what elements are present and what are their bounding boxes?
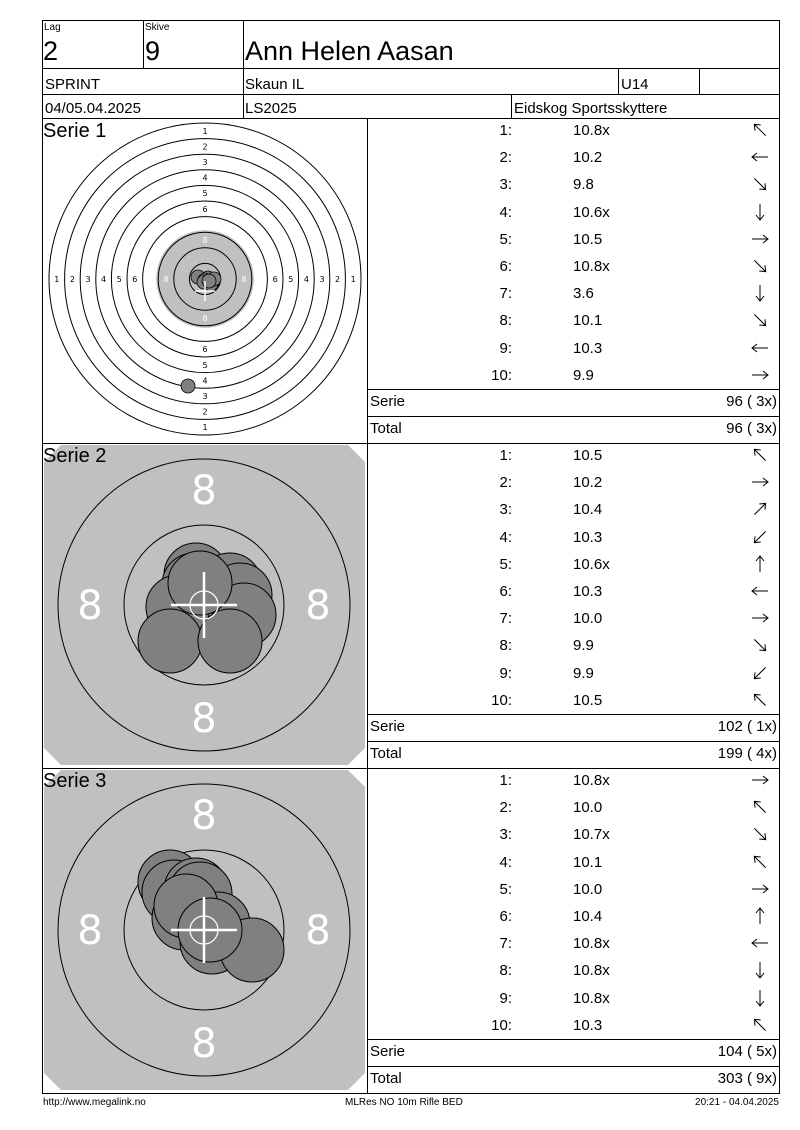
lag-value: 2 (43, 36, 59, 66)
ring-number: 8 (191, 468, 217, 514)
ring-number: 7 (147, 275, 153, 284)
shot-row (368, 578, 779, 605)
shot-number: 7: (499, 285, 512, 303)
shot-row (368, 226, 779, 253)
shot-row (368, 307, 779, 334)
shot-number: 10: (491, 366, 512, 384)
shot-direction-arrow-icon (748, 146, 772, 168)
shot-number: 9: (499, 664, 512, 682)
ring-number: 2 (202, 407, 208, 417)
ring-number: 4 (101, 275, 107, 284)
ring-number: 6 (272, 275, 278, 284)
shot-direction-arrow-icon (748, 282, 772, 304)
serie-3-subtotal (368, 1039, 779, 1065)
shot-number: 6: (499, 258, 512, 275)
ring-number: 6 (132, 275, 138, 284)
shot-score: 10.6x (573, 555, 610, 573)
shot-direction-arrow-icon (748, 228, 772, 250)
shot-score: 10.1 (573, 853, 603, 871)
ring-number: 2 (69, 275, 75, 284)
ring-number: 4 (202, 376, 208, 386)
serie-3-shot-list (368, 767, 779, 1039)
shot-number: 3: (499, 176, 512, 194)
shot-row (368, 551, 779, 578)
shot-direction-arrow-icon (748, 444, 772, 466)
ring-number: 5 (288, 275, 294, 284)
shot-number: 1: (499, 772, 512, 789)
shot-direction-arrow-icon (748, 364, 772, 386)
shot-number: 10: (491, 691, 512, 709)
shot-number: 1: (499, 122, 512, 139)
shot-hole (202, 274, 216, 288)
shot-score: 10.3 (573, 339, 603, 357)
shot-number: 9: (499, 339, 512, 357)
shot-row (368, 632, 779, 659)
total-label: Total (370, 745, 402, 762)
serie-label: Serie (370, 1043, 406, 1060)
serie-2-subtotal (368, 714, 779, 740)
shot-hole (138, 609, 202, 673)
shot-row (368, 496, 779, 523)
shot-direction-arrow-icon (748, 959, 772, 981)
shot-direction-arrow-icon (748, 201, 772, 223)
ring-number: 7 (202, 220, 208, 230)
shot-hole (181, 379, 195, 393)
shot-row (368, 957, 779, 984)
ring-number: 5 (202, 360, 208, 370)
shot-row (368, 605, 779, 632)
shot-direction-arrow-icon (748, 987, 772, 1009)
serie-label: Serie (370, 393, 406, 410)
shot-number: 3: (499, 826, 512, 844)
shot-number: 3: (499, 501, 512, 519)
serie-1-title: Serie 1 (43, 120, 107, 142)
shot-direction-arrow-icon (748, 119, 772, 141)
shot-direction-arrow-icon (748, 905, 772, 927)
shot-number: 9: (499, 989, 512, 1007)
organizer-name: Eidskog Sportsskyttere (514, 100, 668, 117)
shot-direction-arrow-icon (748, 337, 772, 359)
ring-number: 7 (257, 275, 263, 284)
shot-row (368, 687, 779, 714)
shot-score: 9.9 (573, 664, 594, 682)
ring-number: 2 (202, 142, 208, 152)
shot-score: 10.0 (573, 880, 603, 898)
shot-score: 9.9 (573, 366, 594, 384)
ring-number: 1 (54, 275, 60, 284)
ring-number: 5 (116, 275, 122, 284)
ring-number: 8 (202, 236, 208, 245)
ring-number: 3 (319, 275, 325, 284)
shot-score: 10.5 (573, 230, 603, 248)
competition-code: LS2025 (245, 100, 297, 117)
shot-direction-arrow-icon (748, 769, 772, 791)
ring-number: 8 (191, 793, 217, 839)
total-score: 303 ( 9x) (717, 1070, 777, 1087)
ring-number: 3 (202, 392, 208, 401)
lag-label: Lag (44, 22, 61, 33)
shot-direction-arrow-icon (748, 580, 772, 602)
event-name: SPRINT (45, 76, 101, 93)
shot-score: 9.8 (573, 176, 594, 194)
shot-number: 7: (499, 935, 512, 953)
serie-2-title: Serie 2 (43, 445, 107, 467)
ring-number: 8 (77, 908, 103, 954)
ring-number: 8 (305, 583, 331, 629)
serie-label: Serie (370, 718, 406, 735)
shot-row (368, 794, 779, 821)
shot-number: 6: (499, 908, 512, 925)
shot-direction-arrow-icon (748, 662, 772, 684)
shot-direction-arrow-icon (748, 553, 772, 575)
shot-number: 7: (499, 610, 512, 628)
shot-number: 4: (499, 528, 512, 546)
class-name: U14 (621, 76, 649, 93)
shot-number: 10: (491, 1016, 512, 1034)
total-label: Total (370, 420, 402, 437)
ring-number: 5 (202, 189, 208, 199)
shot-score: 10.3 (573, 583, 603, 600)
shot-number: 2: (499, 799, 512, 817)
shot-score: 10.8x (573, 962, 610, 980)
shot-score: 10.3 (573, 528, 603, 546)
competition-date: 04/05.04.2025 (45, 100, 141, 117)
shot-row (368, 524, 779, 551)
ring-number: 1 (202, 423, 208, 433)
shot-row (368, 442, 779, 469)
shot-number: 4: (499, 203, 512, 221)
shot-direction-arrow-icon (748, 634, 772, 656)
shot-number: 2: (499, 149, 512, 167)
shot-row (368, 117, 779, 144)
ring-number: 8 (202, 314, 208, 323)
shot-score: 10.2 (573, 474, 603, 492)
ring-number: 8 (163, 275, 169, 284)
shot-direction-arrow-icon (748, 851, 772, 873)
shot-row (368, 1012, 779, 1039)
shot-number: 5: (499, 230, 512, 248)
shot-direction-arrow-icon (748, 173, 772, 195)
ring-number: 7 (202, 329, 208, 339)
serie-score: 104 ( 5x) (717, 1043, 777, 1060)
shot-direction-arrow-icon (748, 689, 772, 711)
club-name: Skaun IL (245, 76, 305, 93)
serie-1-subtotal (368, 389, 779, 415)
shot-row (368, 767, 779, 794)
shot-row (368, 903, 779, 930)
shot-score: 10.8x (573, 935, 610, 953)
shot-score: 3.6 (573, 285, 594, 303)
serie-score: 102 ( 1x) (717, 718, 777, 735)
serie-3-total (368, 1066, 779, 1092)
shot-row (368, 985, 779, 1012)
shot-number: 4: (499, 853, 512, 871)
serie-1-target (43, 119, 367, 443)
serie-3-target (43, 769, 367, 1093)
shot-score: 10.5 (573, 691, 603, 709)
shot-row (368, 660, 779, 687)
ring-number: 3 (202, 158, 208, 167)
ring-number: 8 (191, 1021, 217, 1067)
ring-number: 1 (202, 126, 208, 136)
total-score: 199 ( 4x) (717, 745, 777, 762)
shot-direction-arrow-icon (748, 932, 772, 954)
shooter-name: Ann Helen Aasan (245, 36, 454, 66)
ring-number: 8 (241, 275, 247, 284)
ring-number: 8 (191, 696, 217, 742)
shot-direction-arrow-icon (748, 796, 772, 818)
shot-row (368, 144, 779, 171)
serie-1-shot-list (368, 117, 779, 389)
shot-number: 5: (499, 880, 512, 898)
shot-score: 10.7x (573, 826, 610, 844)
footer-url: http://www.megalink.no (43, 1097, 146, 1108)
shot-row (368, 253, 779, 280)
shot-direction-arrow-icon (748, 498, 772, 520)
ring-number: 8 (77, 583, 103, 629)
shot-number: 1: (499, 447, 512, 464)
shot-row (368, 849, 779, 876)
skive-label: Skive (145, 22, 170, 33)
ring-number: 1 (350, 275, 356, 284)
serie-1-total (368, 416, 779, 442)
shot-number: 6: (499, 583, 512, 600)
shot-score: 10.8x (573, 772, 610, 789)
shot-direction-arrow-icon (748, 607, 772, 629)
serie-2-total (368, 741, 779, 767)
total-label: Total (370, 1070, 402, 1087)
shot-score: 10.3 (573, 1016, 603, 1034)
shot-score: 10.6x (573, 203, 610, 221)
total-score: 96 ( 3x) (726, 420, 777, 437)
ring-number: 6 (202, 204, 208, 214)
footer-timestamp: 20:21 - 04.04.2025 (695, 1097, 779, 1108)
ring-number: 3 (85, 275, 91, 284)
shot-direction-arrow-icon (748, 823, 772, 845)
shot-row (368, 362, 779, 389)
ring-number: 2 (335, 275, 341, 284)
shot-score: 10.8x (573, 122, 610, 139)
ring-number: 8 (305, 908, 331, 954)
shot-direction-arrow-icon (748, 309, 772, 331)
serie-3-title: Serie 3 (43, 770, 107, 792)
shot-score: 9.9 (573, 637, 594, 655)
shot-direction-arrow-icon (748, 1014, 772, 1036)
serie-2-target (43, 444, 367, 768)
shot-score: 10.4 (573, 501, 603, 519)
shot-score: 10.0 (573, 610, 603, 628)
ring-number: 4 (303, 275, 309, 284)
shot-number: 8: (499, 962, 512, 980)
footer-software: MLRes NO 10m Rifle BED (345, 1097, 463, 1108)
shot-score: 10.2 (573, 149, 603, 167)
shot-row (368, 469, 779, 496)
shot-score: 10.8x (573, 258, 610, 275)
shot-number: 8: (499, 637, 512, 655)
shot-score: 10.4 (573, 908, 603, 925)
shot-score: 10.0 (573, 799, 603, 817)
shot-direction-arrow-icon (748, 878, 772, 900)
shot-direction-arrow-icon (748, 255, 772, 277)
shot-row (368, 821, 779, 848)
ring-number: 6 (202, 345, 208, 355)
shot-row (368, 171, 779, 198)
shot-number: 5: (499, 555, 512, 573)
shot-score: 10.5 (573, 447, 603, 464)
ring-number: 4 (202, 173, 208, 183)
shot-direction-arrow-icon (748, 471, 772, 493)
shot-row (368, 876, 779, 903)
shot-row (368, 335, 779, 362)
shot-number: 8: (499, 312, 512, 330)
shot-number: 2: (499, 474, 512, 492)
shot-row (368, 280, 779, 307)
serie-score: 96 ( 3x) (726, 393, 777, 410)
serie-2-shot-list (368, 442, 779, 714)
shot-score: 10.8x (573, 989, 610, 1007)
shot-row (368, 199, 779, 226)
shot-row (368, 930, 779, 957)
shot-score: 10.1 (573, 312, 603, 330)
skive-value: 9 (145, 36, 161, 66)
shot-direction-arrow-icon (748, 526, 772, 548)
